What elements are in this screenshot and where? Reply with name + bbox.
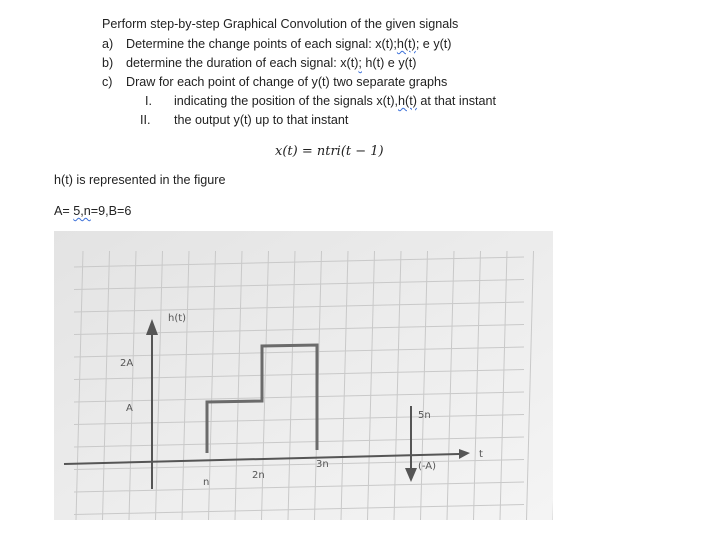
instructions-intro: Perform step-by-step Graphical Convolution of the given signals bbox=[102, 17, 459, 31]
item-b-post: h(t) e y(t) bbox=[361, 56, 417, 70]
subitem-1-underlined: h(t) bbox=[398, 94, 417, 108]
subitem-2-pre: the output y(t) up to that instant bbox=[174, 113, 349, 127]
label-5n: 5n bbox=[418, 410, 431, 421]
params-post: =9,B=6 bbox=[90, 204, 132, 218]
label-neg-a: (-A) bbox=[418, 461, 437, 472]
label-h-t: h(t) bbox=[168, 313, 187, 324]
subitem-2-text bbox=[174, 112, 348, 128]
item-b-underlined: ; bbox=[358, 56, 362, 70]
item-c-pre: Draw for each point of change of y(t) two separate graphs bbox=[126, 75, 448, 89]
item-a-pre: Determine the change points of each signal: x(t); bbox=[126, 37, 397, 51]
label-2n: 2n bbox=[252, 470, 265, 481]
item-b-pre: determine the duration of each signal: x(t) bbox=[126, 56, 359, 70]
label-3n: 3n bbox=[316, 459, 329, 470]
subitem-1-text bbox=[174, 93, 496, 109]
params-line bbox=[54, 203, 131, 219]
item-b-text bbox=[126, 55, 417, 71]
figure-caption: h(t) is represented in the figure bbox=[54, 173, 226, 187]
formula: x(t) = ntri(t − 1) bbox=[275, 144, 384, 159]
item-a-post: ; e y(t) bbox=[415, 37, 452, 51]
item-c-text bbox=[126, 74, 447, 90]
subitem-1-post: at that instant bbox=[416, 94, 497, 108]
label-t: t bbox=[479, 449, 483, 460]
label-a: A bbox=[126, 403, 133, 414]
item-a-underlined: h(t) bbox=[396, 37, 416, 51]
label-2a: 2A bbox=[120, 358, 134, 369]
params-pre: A= bbox=[54, 204, 74, 218]
signal-figure-photo bbox=[54, 231, 553, 520]
paper-background bbox=[54, 231, 553, 520]
item-c-marker: c) bbox=[102, 75, 113, 89]
label-n: n bbox=[203, 477, 210, 488]
subitem-2-marker: II. bbox=[140, 113, 151, 127]
item-a-marker: a) bbox=[102, 37, 114, 51]
item-b-marker: b) bbox=[102, 56, 114, 70]
subitem-1-pre: indicating the position of the signals x(t), bbox=[174, 94, 399, 108]
item-a-text bbox=[126, 36, 452, 52]
params-underlined: 5,n bbox=[73, 204, 91, 218]
subitem-1-marker: I. bbox=[145, 94, 152, 108]
